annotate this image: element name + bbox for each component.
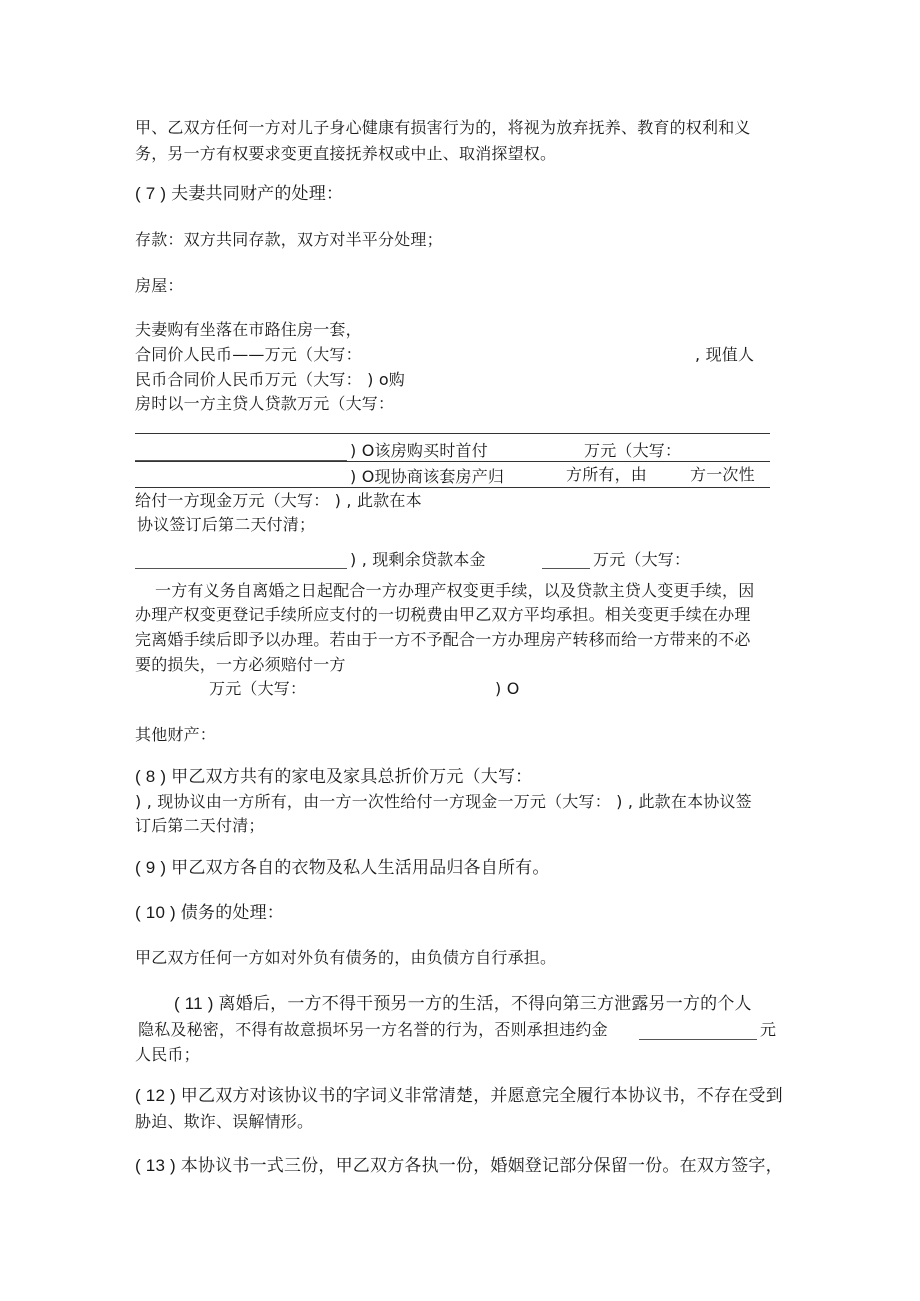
down-payment-amount-text: 万元（大写： xyxy=(584,441,682,460)
compensation-text: 万元（大写： xyxy=(209,679,307,698)
clause-11-text-line3: 人民币； xyxy=(135,1045,200,1064)
remaining-loan-text: ) , 现剩余贷款本金 xyxy=(350,550,486,569)
table-rule-middle xyxy=(135,461,770,462)
clause-8-text-line1: ( 8 ) 甲乙双方共有的家电及家具总折价万元（大写： xyxy=(135,767,533,786)
table-rule-bottom xyxy=(135,487,770,488)
one-time-text: 方一次性 xyxy=(690,465,755,484)
down-payment-text: ) O该房购买时首付 xyxy=(350,441,488,460)
blank-underline xyxy=(135,568,347,569)
debt-text: 甲乙双方任何一方如对外负有债务的，由负债方自行承担。 xyxy=(135,948,557,967)
clause-11-text-line2: 隐私及秘密，不得有故意损坏另一方名誉的行为，否则承担违约金 xyxy=(138,1020,608,1039)
clause-13-text-line1: ( 13 ) 本协议书一式三份，甲乙双方各执一份，婚姻登记部分保留一份。在双方签字， xyxy=(135,1156,783,1175)
clause-6-text-line2: 务，另一方有权要求变更直接抚养权或中止、取消探望权。 xyxy=(135,144,557,163)
clause-8-text-line2: ) , 现协议由一方所有，由一方一次性给付一方现金一万元（大写： ) , 此款在本协议签 xyxy=(135,792,752,811)
blank-underline xyxy=(542,568,590,569)
other-property-heading: 其他财产： xyxy=(135,725,217,744)
ownership-text: ) O现协商该套房产归 xyxy=(350,467,505,486)
clause-12-text-line1: ( 12 ) 甲乙双方对该协议书的字词义非常清楚，并愿意完全履行本协议书，不存在受到 xyxy=(135,1086,783,1105)
transfer-text-line2: 办理产权变更登记手续所应支付的一切税费由甲乙双方平均承担。相关变更手续在办理 xyxy=(135,605,751,624)
house-heading: 房屋： xyxy=(135,276,184,295)
table-rule-top xyxy=(135,433,770,434)
payment-text-line2: 协议签订后第二天付清； xyxy=(137,515,316,534)
clause-6-text-line1: 甲、乙双方任何一方对儿子身心健康有损害行为的，将视为放弃抚养、教育的权利和义 xyxy=(135,118,751,137)
house-text-line1: 夫妻购有坐落在市路住房一套， xyxy=(135,320,362,339)
house-text-line2-left: 合同价人民币——万元（大写： xyxy=(135,345,362,364)
compensation-end-text: ) O xyxy=(495,679,520,698)
payment-text-line1: 给付一方现金万元（大写： ) , 此款在本 xyxy=(135,491,422,510)
clause-8-text-line3: 订后第二天付清； xyxy=(135,816,265,835)
clause-11-text-line1: ( 11 ) 离婚后，一方不得干预另一方的生活，不得向第三方泄露另一方的个人 xyxy=(174,994,752,1013)
penalty-amount-blank xyxy=(639,1039,757,1040)
remaining-loan-amount-text: 万元（大写： xyxy=(593,550,691,569)
clause-7-heading: ( 7 ) 夫妻共同财产的处理： xyxy=(135,184,344,203)
transfer-text-line3: 完离婚手续后即予以办理。若由于一方不予配合一方办理房产转移而给一方带来的不必 xyxy=(135,630,751,649)
house-text-line3: 民币合同价人民币万元（大写： ) o购 xyxy=(135,370,406,389)
transfer-text-line1: 一方有义务自离婚之日起配合一方办理产权变更手续，以及贷款主贷人变更手续，因 xyxy=(155,581,755,600)
house-text-line4: 房时以一方主贷人贷款万元（大写： xyxy=(135,394,395,413)
clause-9-text: ( 9 ) 甲乙双方各自的衣物及私人生活用品归各自所有。 xyxy=(135,858,550,877)
deposit-text: 存款：双方共同存款，双方对半平分处理； xyxy=(135,230,443,249)
clause-10-heading: ( 10 ) 债务的处理： xyxy=(135,903,285,922)
ownership-party-text: 方所有，由 xyxy=(566,465,648,484)
house-text-line2-right: , 现值人 xyxy=(695,345,755,364)
currency-unit-text: 元 xyxy=(760,1020,777,1039)
clause-12-text-line2: 胁迫、欺诈、误解情形。 xyxy=(135,1112,314,1131)
transfer-text-line4: 要的损失，一方必须赔付一方 xyxy=(135,655,346,674)
